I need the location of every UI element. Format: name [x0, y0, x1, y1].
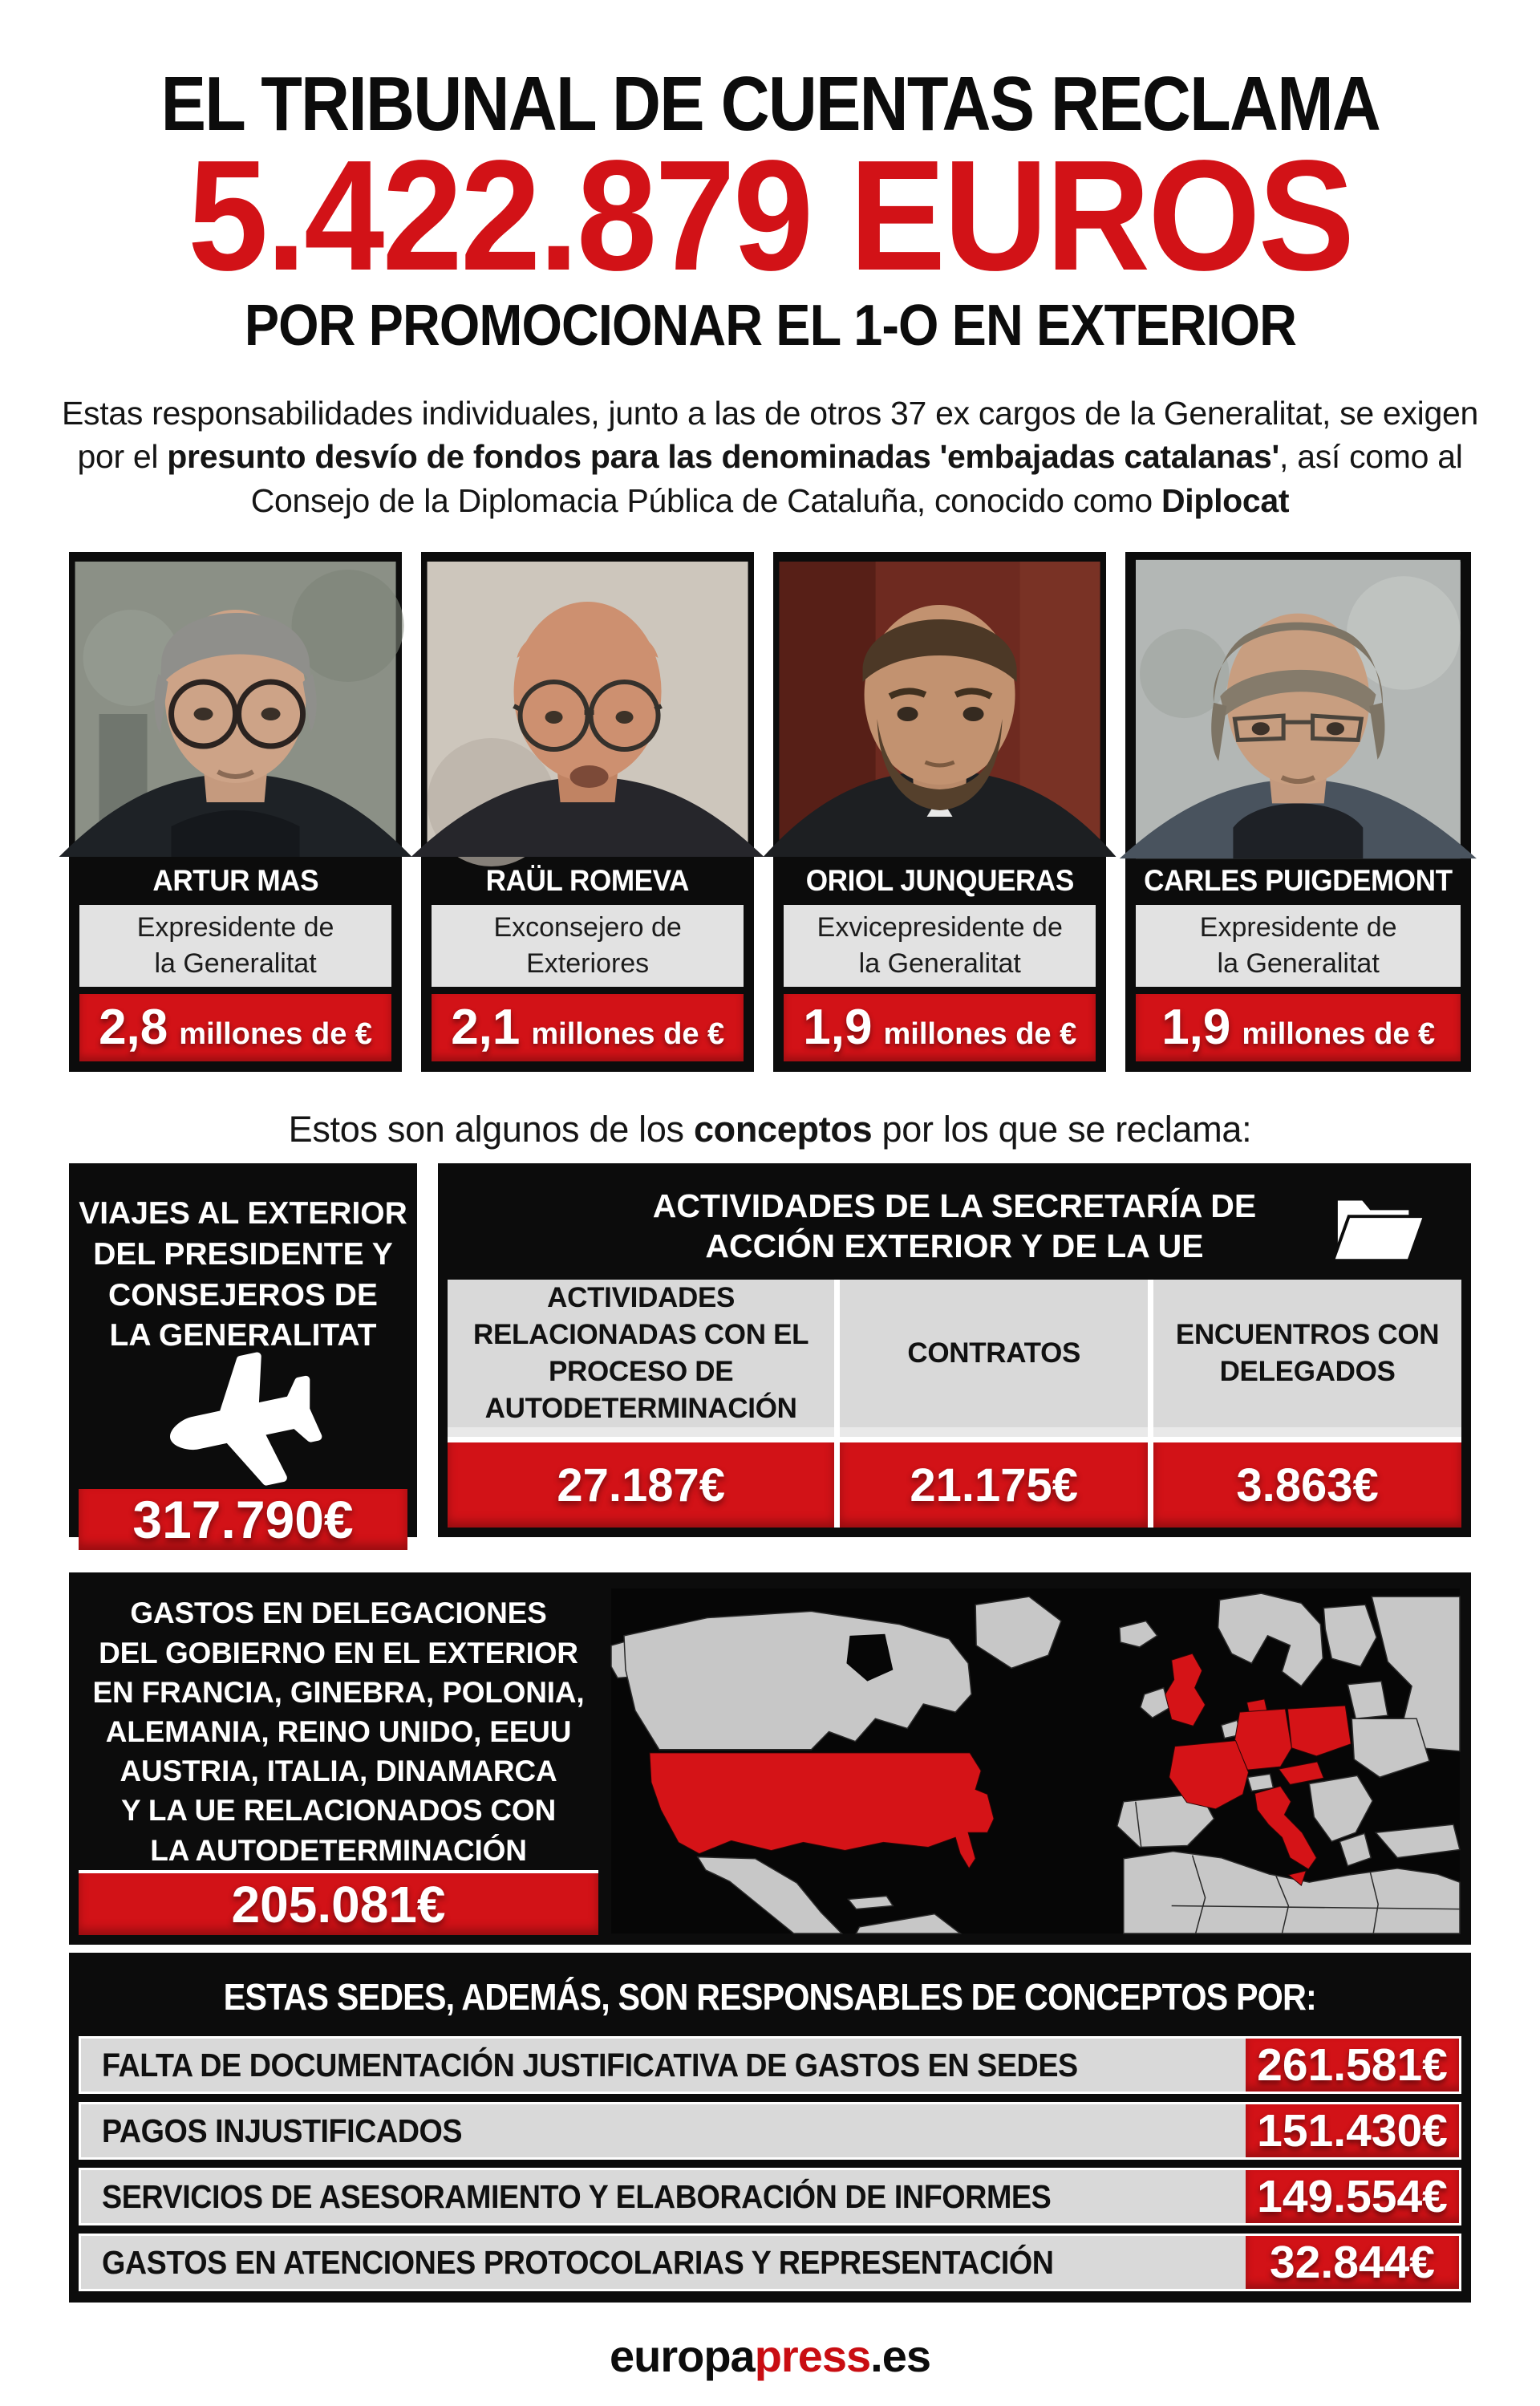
- row-amount: 32.844€: [1246, 2236, 1459, 2289]
- divider: [1153, 1427, 1461, 1437]
- column-amount: 21.175€: [840, 1442, 1148, 1528]
- column-amount: 27.187€: [448, 1442, 834, 1528]
- concepts-row: [69, 1163, 1471, 1550]
- delegations-title: GASTOS EN DELEGACIONES DEL GOBIERNO EN EL EXTERIOR EN FRANCIA, GINEBRA, POLONIA, ALEMANIA, REINO UNIDO, EEUU AUSTRIA, ITALIA, DINAMARCA Y LA UE RELACIONADOS CON LA AUTODETERMINACIÓN: [92, 1597, 585, 1867]
- headline-bottom: POR PROMOCIONAR EL 1-O EN EXTERIOR: [244, 293, 1296, 358]
- concepts-intro-line: Estos son algunos de los conceptos por los que se reclama:: [288, 1109, 1252, 1150]
- person-name: CARLES PUIGDEMONT: [1144, 864, 1453, 898]
- portrait-raul-romeva-icon: [432, 562, 744, 857]
- divider: [448, 1437, 834, 1442]
- portrait-artur-mas-icon: [79, 562, 391, 857]
- person-amount: 2,8 millones de €: [79, 994, 391, 1061]
- folder-icon: [1331, 1184, 1426, 1268]
- sedes-header: ESTAS SEDES, ADEMÁS, SON RESPONSABLES DE CONCEPTOS POR:: [223, 1976, 1317, 2019]
- infographic-page: [0, 61, 1540, 2406]
- row-amount: 151.430€: [1246, 2104, 1459, 2157]
- person-amount: 1,9 millones de €: [1136, 994, 1461, 1061]
- person-card-carles-puigdemont: [1125, 552, 1471, 1072]
- secretaria-activities-box: [438, 1163, 1471, 1537]
- header: [0, 61, 1540, 358]
- person-role: Exconsejero de Exteriores: [432, 905, 744, 987]
- column-amount: 3.863€: [1153, 1442, 1461, 1528]
- column-encuentros: ENCUENTROS CON DELEGADOS 3.863€: [1153, 1280, 1461, 1528]
- row-amount: 261.581€: [1246, 2039, 1459, 2092]
- divider: [1153, 1437, 1461, 1442]
- person-name: ARTUR MAS: [152, 864, 318, 898]
- person-amount: 2,1 millones de €: [432, 994, 744, 1061]
- headline-top: EL TRIBUNAL DE CUENTAS RECLAMA: [160, 61, 1380, 147]
- divider: [448, 1427, 834, 1437]
- person-name: ORIOL JUNQUERAS: [805, 864, 1074, 898]
- row-amount: 149.554€: [1246, 2170, 1459, 2223]
- travel-box-title: VIAJES AL EXTERIOR DEL PRESIDENTE Y CONSEJEROS DE LA GENERALITAT: [79, 1196, 407, 1353]
- delegations-map-box: [69, 1572, 1471, 1945]
- europapress-logo: europapress.es: [610, 2331, 930, 2382]
- divider: [840, 1427, 1148, 1437]
- person-card-raul-romeva: [421, 552, 754, 1072]
- divider: [840, 1437, 1148, 1442]
- person-name: RAÜL ROMEVA: [486, 864, 690, 898]
- activities-columns: [448, 1280, 1461, 1528]
- world-map: [598, 1582, 1461, 1935]
- portrait-carles-puigdemont-icon: [1136, 562, 1461, 857]
- person-card-artur-mas: [69, 552, 402, 1072]
- portrait-photo: [784, 562, 1096, 857]
- person-role: Expresidente de la Generalitat: [79, 905, 391, 987]
- portrait-photo: [1136, 562, 1461, 857]
- activities-box-title: ACTIVIDADES DE LA SECRETARÍA DE ACCIÓN EXTERIOR Y DE LA UE: [448, 1173, 1461, 1279]
- person-role: Exvicepresidente de la Generalitat: [784, 905, 1096, 987]
- travel-amount: 317.790€: [79, 1489, 407, 1550]
- table-row: PAGOS INJUSTIFICADOS 151.430€: [79, 2102, 1461, 2160]
- portrait-photo: [432, 562, 744, 857]
- table-row: GASTOS EN ATENCIONES PROTOCOLARIAS Y REPRESENTACIÓN 32.844€: [79, 2234, 1461, 2291]
- person-role: Expresidente de la Generalitat: [1136, 905, 1461, 987]
- people-cards-row: [69, 552, 1471, 1072]
- column-contratos: CONTRATOS 21.175€: [840, 1280, 1148, 1528]
- sedes-table-box: [69, 1953, 1471, 2303]
- travel-expenses-box: [69, 1163, 417, 1550]
- divider: [432, 987, 744, 994]
- world-map-icon: [611, 1588, 1460, 1933]
- plane-icon: [79, 1357, 407, 1489]
- delegations-amount: 205.081€: [79, 1873, 598, 1935]
- divider: [784, 987, 1096, 994]
- table-row: SERVICIOS DE ASESORAMIENTO Y ELABORACIÓN DE INFORMES 149.554€: [79, 2168, 1461, 2225]
- column-autodeterminacion: ACTIVIDADES RELACIONADAS CON EL PROCESO DE AUTODETERMINACIÓN 27.187€: [448, 1280, 834, 1528]
- headline-amount: 5.422.879 EUROS: [187, 128, 1353, 304]
- portrait-oriol-junqueras-icon: [784, 562, 1096, 857]
- person-amount: 1,9 millones de €: [784, 994, 1096, 1061]
- divider: [1136, 987, 1461, 994]
- divider: [79, 987, 391, 994]
- person-card-oriol-junqueras: [773, 552, 1106, 1072]
- delegations-text-panel: [79, 1582, 598, 1935]
- intro-paragraph: Estas responsabilidades individuales, junto a las de otros 37 ex cargos de la Generalitat, se exigen por el presunto desvío de fondos para las denominadas 'embajadas catalanas', así como al Consejo de la Diplomacia Pública de Cataluña, conocido como Diplocat: [62, 394, 1478, 520]
- portrait-photo: [79, 562, 391, 857]
- table-row: FALTA DE DOCUMENTACIÓN JUSTIFICATIVA DE GASTOS EN SEDES 261.581€: [79, 2036, 1461, 2094]
